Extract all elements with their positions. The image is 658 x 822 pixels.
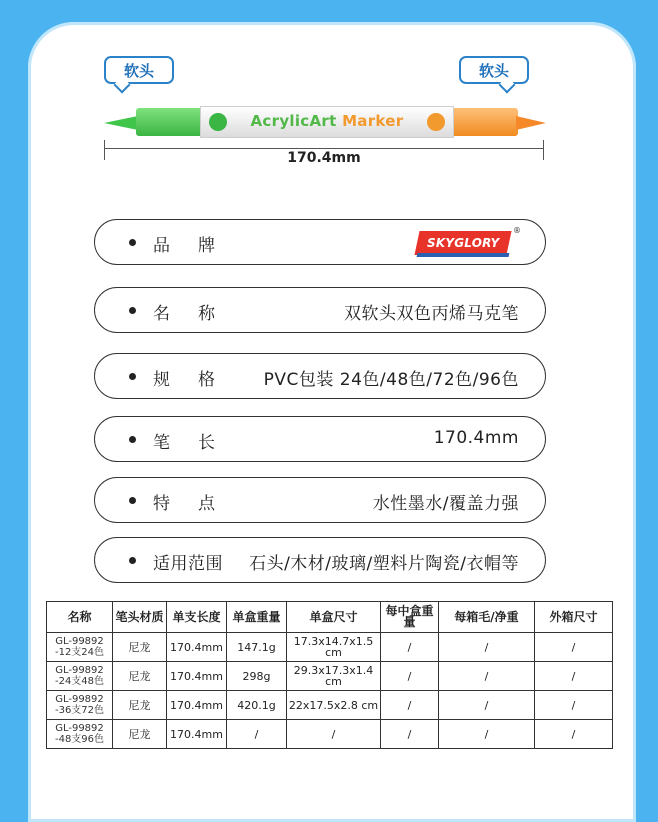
cell: GL-99892 -12支24色 xyxy=(47,633,113,662)
cell: / xyxy=(381,633,439,662)
col-header: 单盒尺寸 xyxy=(287,602,381,633)
cell: / xyxy=(439,633,535,662)
cell: 420.1g xyxy=(227,691,287,720)
cell: / xyxy=(381,691,439,720)
cell: 170.4mm xyxy=(167,662,227,691)
spec-value: 水性墨水/覆盖力强 xyxy=(372,494,519,514)
bullet-icon xyxy=(129,239,136,246)
table-header-row xyxy=(47,602,613,633)
cell: / xyxy=(535,662,613,691)
cell: 170.4mm xyxy=(167,633,227,662)
marker-barrel xyxy=(200,106,454,138)
cell: 尼龙 xyxy=(113,662,167,691)
cell: 尼龙 xyxy=(113,720,167,749)
marker-illustration xyxy=(104,104,546,140)
cell: 170.4mm xyxy=(167,720,227,749)
marker-brand-text xyxy=(201,112,453,130)
bullet-icon xyxy=(129,497,136,504)
cell: / xyxy=(381,662,439,691)
cell: 尼龙 xyxy=(113,633,167,662)
dimension-label: 170.4mm xyxy=(287,150,361,166)
spec-label: 品牌 xyxy=(153,236,243,256)
spec-size xyxy=(94,353,546,399)
spec-value: 石头/木材/玻璃/塑料片陶瓷/衣帽等 xyxy=(249,554,519,574)
spec-name xyxy=(94,287,546,333)
left-cap xyxy=(136,108,200,136)
col-header: 笔头材质 xyxy=(113,602,167,633)
bullet-icon xyxy=(129,307,136,314)
cell: 298g xyxy=(227,662,287,691)
spec-table xyxy=(46,601,613,749)
bullet-icon xyxy=(129,557,136,564)
cell: GL-99892 -36支72色 xyxy=(47,691,113,720)
spec-features xyxy=(94,477,546,523)
spec-label: 名称 xyxy=(153,304,243,324)
spec-value: 170.4mm xyxy=(433,428,519,448)
cell: / xyxy=(439,662,535,691)
cell: / xyxy=(535,691,613,720)
bullet-icon xyxy=(129,373,136,380)
registered-mark: ® xyxy=(513,226,521,235)
table-row xyxy=(47,720,613,749)
col-header: 单盒重量 xyxy=(227,602,287,633)
cell: / xyxy=(535,720,613,749)
spec-value: PVC包装 24色/48色/72色/96色 xyxy=(263,370,519,390)
spec-length xyxy=(94,416,546,462)
col-header: 单支长度 xyxy=(167,602,227,633)
cell: / xyxy=(439,720,535,749)
table-row xyxy=(47,633,613,662)
cell: / xyxy=(439,691,535,720)
col-header: 每箱毛/净重 xyxy=(439,602,535,633)
cell: 尼龙 xyxy=(113,691,167,720)
col-header: 外箱尺寸 xyxy=(535,602,613,633)
spec-label: 笔长 xyxy=(153,433,243,453)
right-nib xyxy=(516,116,546,130)
spec-label: 适用范围 xyxy=(153,554,223,574)
left-nib xyxy=(104,116,138,130)
cell: 147.1g xyxy=(227,633,287,662)
col-header: 每中盒重量 xyxy=(381,602,439,633)
right-color-dot xyxy=(427,113,445,131)
brand-word-b: Marker xyxy=(342,112,404,130)
bullet-icon xyxy=(129,436,136,443)
callout-soft-tip-right: 软头 xyxy=(459,56,529,84)
cell: GL-99892 -24支48色 xyxy=(47,662,113,691)
brand-word-a: AcrylicArt xyxy=(250,112,337,130)
logo-text: SKYGLORY xyxy=(426,236,500,250)
cell: / xyxy=(381,720,439,749)
spec-label: 特点 xyxy=(153,494,243,514)
right-cap xyxy=(454,108,518,136)
table-row xyxy=(47,691,613,720)
cell: 29.3x17.3x1.4 cm xyxy=(287,662,381,691)
cell: / xyxy=(535,633,613,662)
cell: 17.3x14.7x1.5 cm xyxy=(287,633,381,662)
spec-label: 规格 xyxy=(153,370,243,390)
spec-value: 双软头双色丙烯马克笔 xyxy=(344,304,519,324)
cell: 170.4mm xyxy=(167,691,227,720)
logo-underline xyxy=(417,253,510,257)
cell: 22x17.5x2.8 cm xyxy=(287,691,381,720)
cell: / xyxy=(287,720,381,749)
spec-brand xyxy=(94,219,546,265)
spec-usage xyxy=(94,537,546,583)
callout-soft-tip-left: 软头 xyxy=(104,56,174,84)
cell: GL-99892 -48支96色 xyxy=(47,720,113,749)
table-row xyxy=(47,662,613,691)
col-header: 名称 xyxy=(47,602,113,633)
cell: / xyxy=(227,720,287,749)
skyglory-logo xyxy=(414,231,511,255)
